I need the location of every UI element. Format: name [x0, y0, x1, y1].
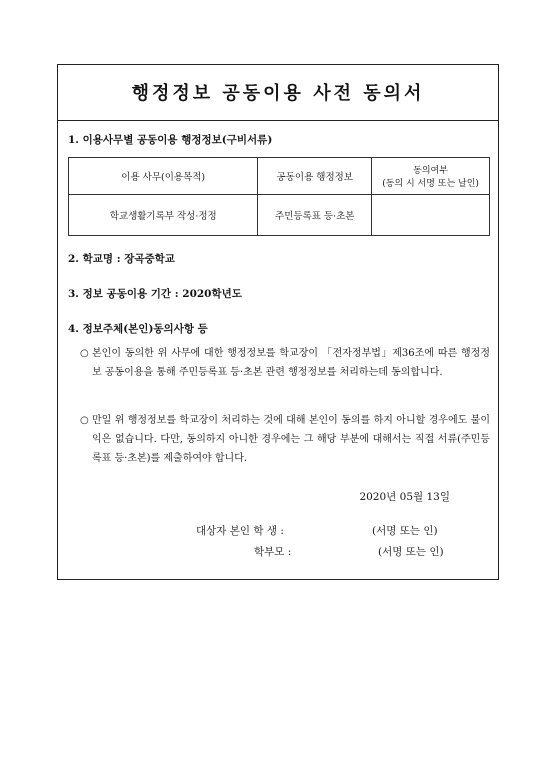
- consent-table: [68, 157, 490, 236]
- consent-statement-1: [80, 344, 490, 382]
- section3-heading: 3. 정보 공동이용 기간 : 2020학년도: [68, 288, 242, 300]
- header-shared-info: 공동이용 행정정보: [258, 158, 372, 195]
- consent-statement-text: 만일 위 행정정보를 학교장이 처리하는 것에 대해 본인이 동의를 하지 아니할 경우에도 불이익은 없습니다. 다만, 동의하지 아니한 경우에는 그 해당 부분에 대해서는 직접 서류(주민등록표 등·초본)를 제출하여야 합니다.: [92, 415, 490, 464]
- consent-statement-2: [80, 411, 490, 468]
- table-row: [69, 195, 490, 236]
- section2-heading: 2. 학교명 : 장곡중학교: [68, 253, 175, 265]
- consent-statement-text: 본인이 동의한 위 사무에 대한 행정정보를 학교장이 「전자정부법」제36조에 따른 행정정보 공동이용을 통해 주민등록표 등·초본 관련 행정정보를 처리하는데 동의합니다.: [92, 348, 490, 378]
- parent-signature-mark[interactable]: (서명 또는 인): [378, 546, 444, 558]
- header-consent-line2: (동의 시 서명 또는 날인): [382, 179, 479, 189]
- document-title: 행정정보 공동이용 사전 동의서: [131, 83, 425, 104]
- section1-heading: 1. 이용사무별 공동이용 행정정보(구비서류): [68, 134, 273, 146]
- parent-signature-label: 학부모 :: [254, 546, 292, 558]
- row-consent-signature[interactable]: [372, 195, 490, 236]
- consent-form: [57, 64, 499, 580]
- header-consent: [372, 158, 490, 195]
- table-header-row: [69, 158, 490, 195]
- header-consent-line1: 동의여부: [413, 166, 448, 176]
- row-purpose: 학교생활기록부 작성·정정: [69, 195, 258, 236]
- student-signature-label: 대상자 본인 학 생 :: [196, 525, 284, 537]
- bullet-circle: ○: [80, 415, 89, 426]
- header-purpose: 이용 사무(이용목적): [69, 158, 258, 195]
- bullet-circle: ○: [80, 348, 89, 359]
- section4-heading: 4. 정보주체(본인)동의사항 등: [68, 323, 208, 335]
- row-shared-info: 주민등록표 등·초본: [258, 195, 372, 236]
- document-date: 2020년 05월 13일: [359, 491, 450, 503]
- title-divider: [58, 120, 498, 121]
- student-signature-mark[interactable]: (서명 또는 인): [372, 525, 438, 537]
